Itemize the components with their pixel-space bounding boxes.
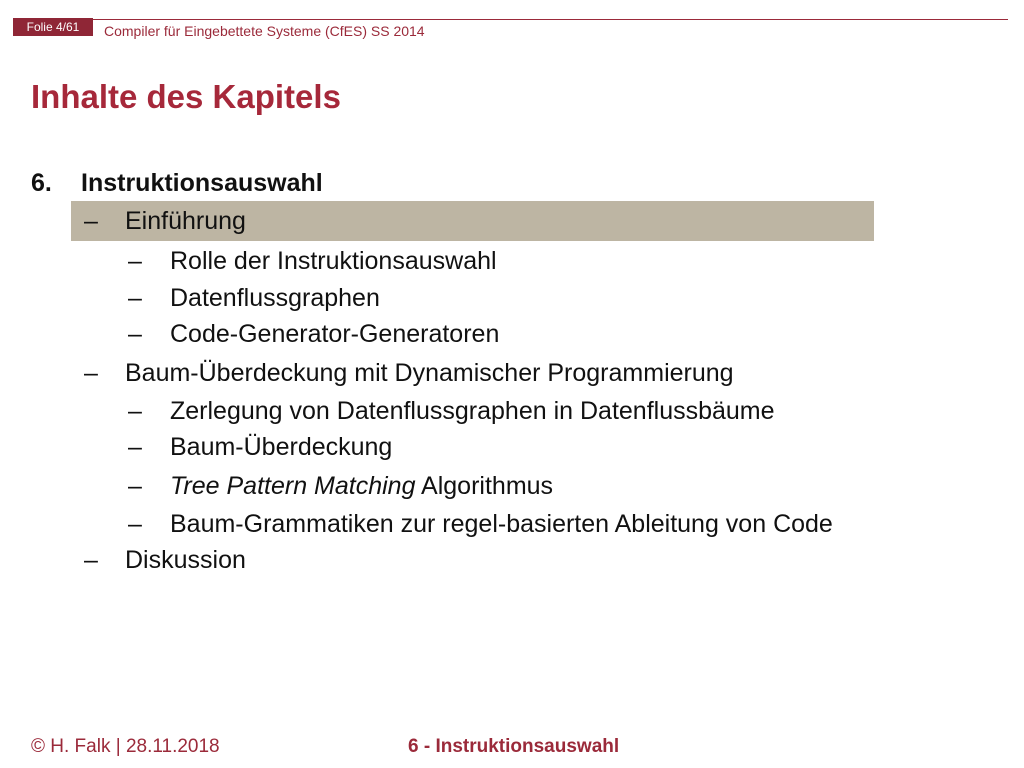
dash-bullet: –: [128, 397, 142, 425]
outline-subitem: [0, 505, 1024, 543]
outline-subitem: [0, 467, 1024, 505]
outline-item: [0, 541, 1024, 579]
footer-chapter: 6 - Instruktionsauswahl: [408, 736, 620, 757]
outline-item-current: [0, 202, 1024, 240]
outline-item-label: Datenflussgraphen: [170, 284, 380, 312]
dash-bullet: –: [84, 207, 98, 235]
outline-item-label: Baum-Grammatiken zur regel-basierten Ableitung von Code: [170, 510, 833, 538]
header-rule: [16, 19, 1008, 20]
outline-subitem: [0, 242, 1024, 280]
outline-item-suffix: Algorithmus: [415, 472, 554, 500]
dash-bullet: –: [128, 320, 142, 348]
outline-item-label: Einführung: [125, 207, 246, 235]
dash-bullet: –: [128, 510, 142, 538]
outline-item-emphasis: Tree Pattern Matching: [170, 472, 416, 500]
outline-item-label: Baum-Überdeckung mit Dynamischer Programmierung: [125, 359, 734, 387]
outline-subitem: [0, 392, 1024, 430]
dash-bullet: –: [84, 546, 98, 574]
outline-subitem: [0, 428, 1024, 466]
outline-subitem: [0, 279, 1024, 317]
outline-item: [0, 354, 1024, 392]
footer-author-date: © H. Falk | 28.11.2018: [31, 736, 220, 757]
outline-item-label: Baum-Überdeckung: [170, 433, 393, 461]
outline-item-label: Rolle der Instruktionsauswahl: [170, 247, 497, 275]
dash-bullet: –: [128, 472, 142, 500]
outline-item-label: Diskussion: [125, 546, 246, 574]
chapter-heading: [0, 164, 1024, 202]
outline-subitem: [0, 315, 1024, 353]
chapter-number: 6.: [31, 169, 52, 197]
dash-bullet: –: [128, 433, 142, 461]
slide-number-badge: Folie 4/61: [13, 18, 93, 36]
outline-item-label: Zerlegung von Datenflussgraphen in Datenflussbäume: [170, 397, 775, 425]
chapter-label: Instruktionsauswahl: [81, 169, 323, 197]
dash-bullet: –: [84, 359, 98, 387]
dash-bullet: –: [128, 284, 142, 312]
dash-bullet: –: [128, 247, 142, 275]
page-title: Inhalte des Kapitels: [31, 78, 341, 115]
outline-item-label: [170, 467, 553, 505]
outline-item-label: Code-Generator-Generatoren: [170, 320, 500, 348]
course-title: Compiler für Eingebettete Systeme (CfES) SS 2014: [104, 23, 425, 39]
